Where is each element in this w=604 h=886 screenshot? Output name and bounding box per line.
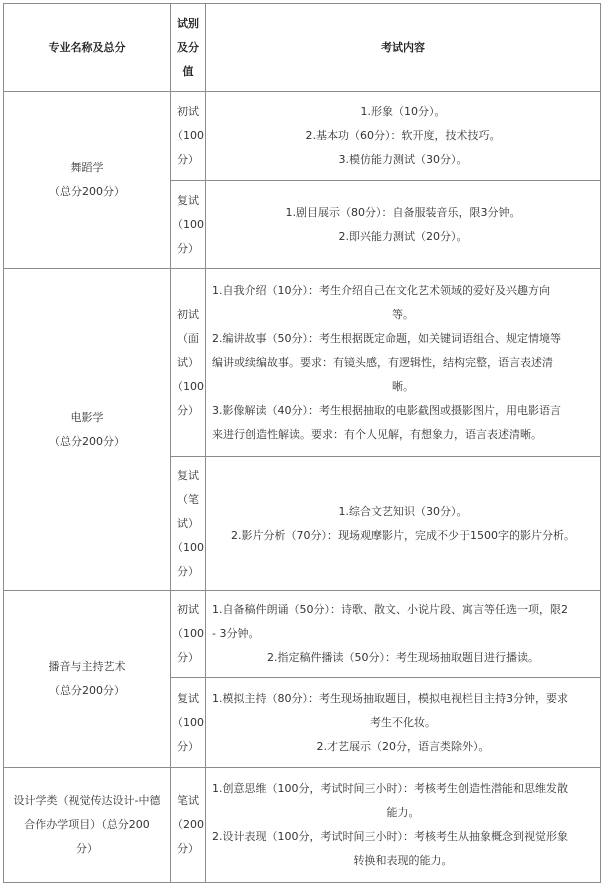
- header-exam-type-line: 及分: [177, 40, 199, 54]
- header-major-name: [4, 4, 170, 91]
- major-name-line: 设计学类（视觉传达设计-中德: [13, 794, 161, 807]
- exam-type-cell: [171, 678, 205, 767]
- content-line: 1.形象（10分）。: [360, 105, 446, 118]
- content-line: 2.才艺展示（20分，语言类除外）。: [316, 739, 490, 753]
- exam-type-line: 分）: [177, 403, 199, 417]
- exam-type-line: （100: [172, 379, 204, 393]
- exam-type-cell: [171, 457, 205, 590]
- content-line: 1.综合文艺知识（30分）。: [338, 504, 468, 518]
- major-cell: [4, 92, 170, 268]
- exam-type-line: 初试: [177, 603, 199, 616]
- exam-type-cell: [171, 768, 205, 882]
- major-name: 舞蹈学: [70, 161, 104, 174]
- exam-type-line: 复试: [177, 468, 199, 482]
- exam-type-line: 分）: [177, 564, 199, 578]
- content-line: 1.创意思维（100分，考试时间三小时）：考核考生创造性潜能和思维发散: [212, 782, 568, 795]
- content-line: 3.模仿能力测试（30分）。: [338, 153, 468, 166]
- exam-type-line: 分）: [177, 739, 199, 753]
- header-exam-content: [206, 4, 600, 91]
- exam-content-cell: [206, 269, 600, 456]
- exam-type-line: 复试: [177, 193, 199, 207]
- content-line: 3.影像解读（40分）：考生根据抽取的电影截图或摄影图片，用电影语言: [212, 403, 561, 417]
- content-line: 2.指定稿件播读（50分）：考生现场抽取题目进行播读。: [267, 651, 539, 664]
- exam-type-line: 初试: [177, 105, 199, 118]
- content-line: 晰。: [392, 379, 414, 393]
- exam-type-line: （200: [172, 818, 204, 831]
- exam-type-line: （100: [172, 129, 204, 142]
- content-line: 1.自备稿件朗诵（50分）：诗歌、散文、小说片段、寓言等任选一项，限2: [212, 603, 568, 616]
- exam-type-line: 分）: [177, 153, 199, 166]
- exam-type-line: （100: [172, 217, 204, 231]
- exam-type-line: （100: [172, 627, 204, 640]
- exam-content-cell: [206, 768, 600, 882]
- exam-content-cell: [206, 181, 600, 268]
- content-line: 来进行创造性解读。要求：有个人见解，有想象力，语言表述清晰。: [212, 427, 542, 441]
- content-line: 2.即兴能力测试（20分）。: [338, 229, 468, 243]
- table-border-right: [600, 3, 601, 883]
- exam-content-cell: [206, 678, 600, 767]
- exam-type-line: 复试: [177, 691, 199, 705]
- major-name: 播音与主持艺术: [48, 660, 126, 673]
- exam-type-line: （100: [172, 540, 204, 554]
- exam-type-line: 分）: [177, 651, 199, 664]
- exam-type-cell: [171, 181, 205, 268]
- exam-type-line: （面: [177, 331, 199, 345]
- exam-type-line: （100: [172, 715, 204, 729]
- exam-type-line: 笔试: [177, 794, 199, 807]
- header-exam-content-label: 考试内容: [381, 40, 425, 54]
- content-line: 编讲或续编故事。要求：有镜头感，有逻辑性，结构完整，语言表述清: [212, 355, 553, 369]
- content-line: 能力。: [386, 806, 420, 819]
- content-line: 1.自我介绍（10分）：考生介绍自己在文化艺术领域的爱好及兴趣方向: [212, 283, 550, 297]
- major-cell: [4, 269, 170, 590]
- exam-type-cell: [171, 591, 205, 677]
- exam-content-cell: [206, 591, 600, 677]
- exam-content-cell: [206, 92, 600, 180]
- major-name: 电影学: [70, 410, 104, 424]
- exam-type-line: （笔: [177, 492, 199, 506]
- content-line: 1.模拟主持（80分）：考生现场抽取题目，模拟电视栏目主持3分钟，要求: [212, 691, 568, 705]
- major-total: （总分200分）: [49, 684, 125, 697]
- major-cell: [4, 768, 170, 882]
- header-exam-type-line: 值: [182, 64, 194, 78]
- exam-type-cell: [171, 269, 205, 456]
- exam-type-line: 分）: [177, 241, 199, 255]
- content-line: 1.剧目展示（80分）：自备服装音乐，限3分钟。: [285, 205, 521, 219]
- exam-type-line: 试）: [177, 516, 199, 530]
- content-line: - 3分钟。: [212, 627, 260, 640]
- content-line: 2.设计表现（100分，考试时间三小时）：考核考生从抽象概念到视觉形象: [212, 830, 568, 843]
- exam-content-cell: [206, 457, 600, 590]
- content-line: 等。: [392, 307, 414, 321]
- header-major-label: 专业名称及总分: [48, 40, 126, 54]
- major-total: （总分200分）: [49, 185, 125, 198]
- exam-type-line: 初试: [177, 307, 199, 321]
- header-exam-type: [171, 4, 205, 91]
- table-border-bottom: [3, 882, 601, 883]
- exam-type-line: 分）: [177, 842, 199, 855]
- content-line: 2.编讲故事（50分）：考生根据既定命题，如关键词语组合、规定情境等: [212, 331, 561, 345]
- header-exam-type-line: 试别: [177, 16, 199, 30]
- major-total: （总分200分）: [49, 434, 125, 448]
- content-line: 2.影片分析（70分）：现场观摩影片，完成不少于1500字的影片分析。: [231, 528, 575, 542]
- content-line: 考生不化妆。: [370, 715, 436, 729]
- content-line: 2.基本功（60分）：软开度，技术技巧。: [305, 129, 501, 142]
- major-name-line: 分）: [76, 842, 98, 855]
- exam-type-line: 试）: [177, 355, 199, 369]
- exam-type-cell: [171, 92, 205, 180]
- content-line: 转换和表现的能力。: [353, 854, 453, 867]
- major-name-line: 合作办学项目）（总分200: [24, 818, 150, 831]
- major-cell: [4, 591, 170, 767]
